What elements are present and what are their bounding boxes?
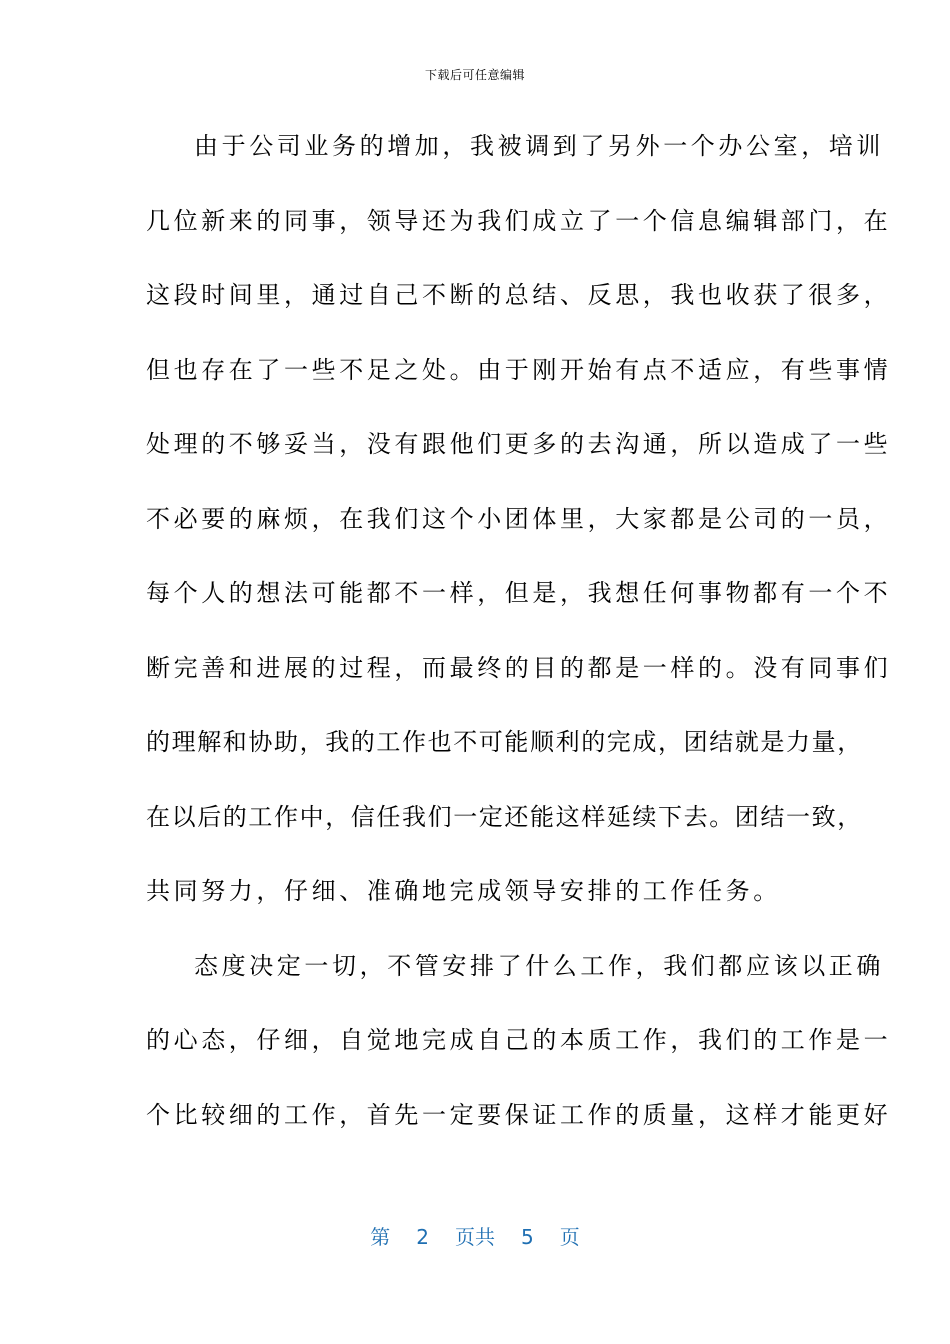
footer-middle: 页共 bbox=[455, 1225, 495, 1249]
paragraph-line: 的理解和协助，我的工作也不可能顺利的完成，团结就是力量， bbox=[146, 728, 863, 756]
paragraph-line: 在以后的工作中，信任我们一定还能这样延续下去。团结一致， bbox=[146, 802, 863, 831]
paragraph-line: 断完善和进展的过程，而最终的目的都是一样的。没有同事们 bbox=[146, 653, 892, 682]
paragraph-line: 但也存在了一些不足之处。由于刚开始有点不适应，有些事情 bbox=[146, 355, 892, 384]
paragraph-line: 这段时间里，通过自己不断的总结、反思，我也收获了很多， bbox=[146, 281, 892, 309]
paragraph-line: 几位新来的同事，领导还为我们成立了一个信息编辑部门，在 bbox=[146, 206, 892, 235]
paragraph-line: 每个人的想法可能都不一样，但是，我想任何事物都有一个不 bbox=[146, 579, 892, 607]
page-number-footer bbox=[0, 1224, 950, 1250]
footer-prefix: 第 bbox=[370, 1225, 391, 1249]
paragraph-1 bbox=[146, 121, 892, 941]
page-header: 下载后可任意编辑 bbox=[424, 68, 525, 82]
total-page-count: 5 bbox=[521, 1225, 534, 1249]
paragraph-line: 的心态，仔细，自觉地完成自己的本质工作，我们的工作是一 bbox=[146, 1026, 892, 1054]
document-body bbox=[146, 121, 892, 1164]
paragraph-line: 不必要的麻烦，在我们这个小团体里，大家都是公司的一员， bbox=[146, 504, 892, 533]
current-page-number: 2 bbox=[416, 1225, 429, 1249]
paragraph-line: 个比较细的工作，首先一定要保证工作的质量，这样才能更好 bbox=[146, 1100, 892, 1129]
paragraph-2 bbox=[146, 941, 892, 1165]
paragraph-line: 由于公司业务的增加，我被调到了另外一个办公室，培训 bbox=[194, 132, 884, 160]
paragraph-line: 共同努力，仔细、准确地完成领导安排的工作任务。 bbox=[146, 877, 781, 905]
footer-suffix: 页 bbox=[559, 1225, 580, 1249]
paragraph-line: 处理的不够妥当，没有跟他们更多的去沟通，所以造成了一些 bbox=[146, 430, 892, 458]
paragraph-line: 态度决定一切，不管安排了什么工作，我们都应该以正确 bbox=[194, 951, 884, 980]
